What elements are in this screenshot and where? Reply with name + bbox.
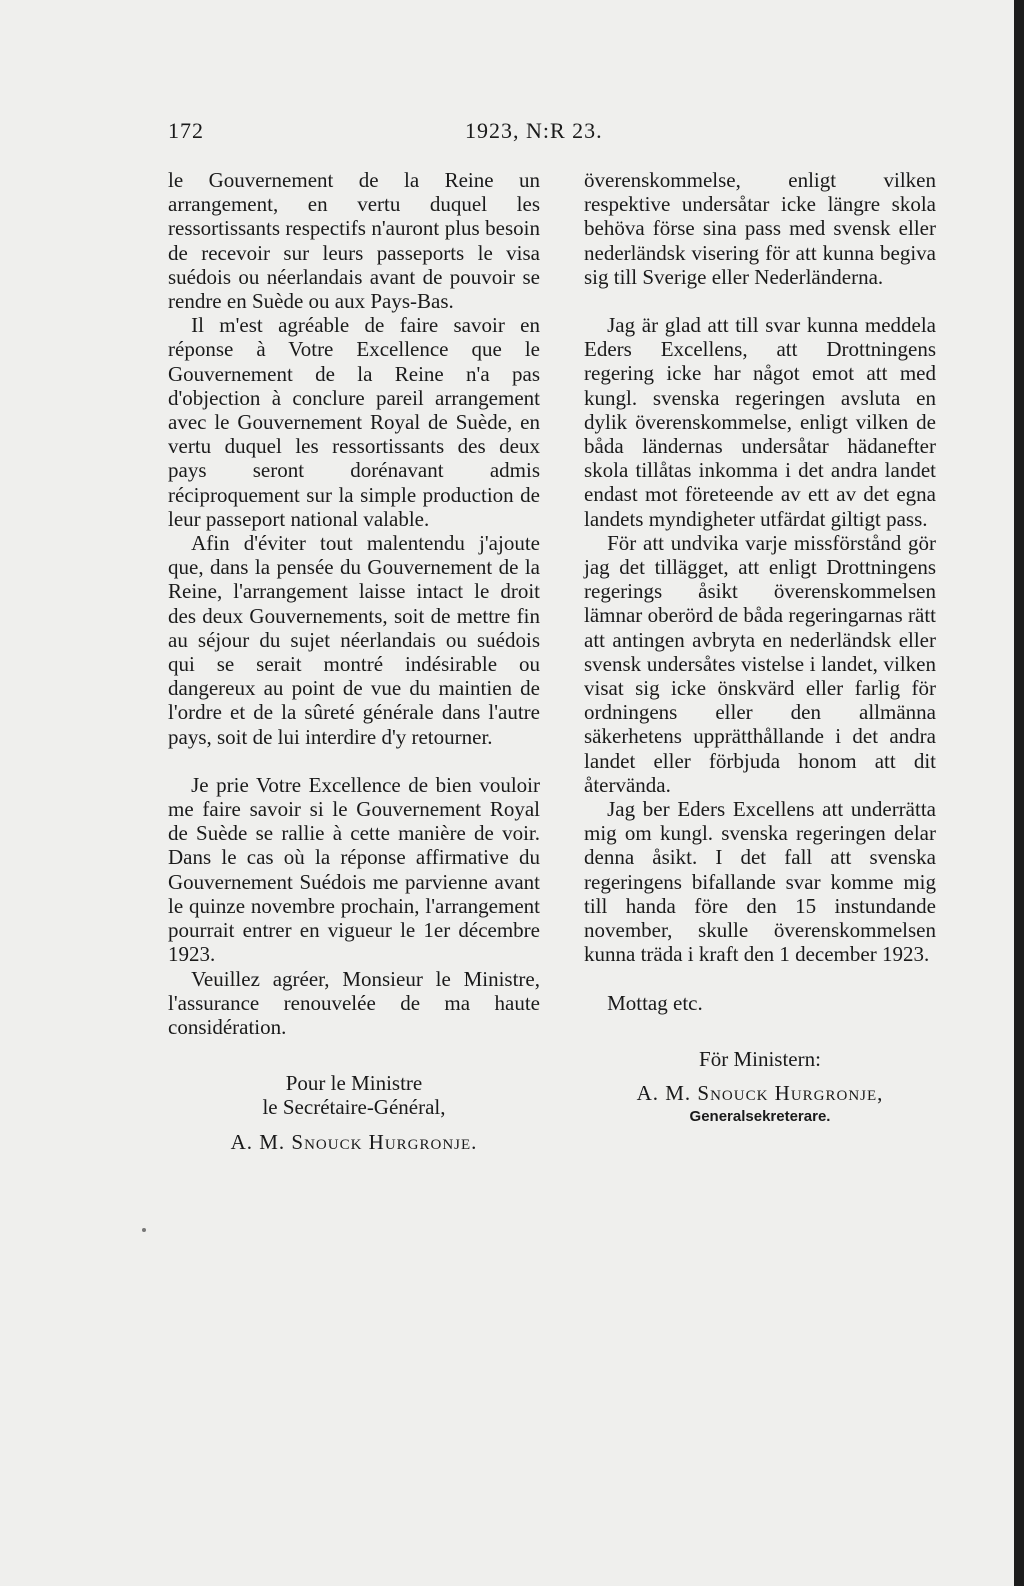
swedish-paragraph-4: Jag ber Eders Excellens att underrätta mig om kungl. svenska regeringen delar denna åsikt. I det fall att svenska regeringens bifallande svar komme mig till handa före den 15 instundande november, skulle överenskommelsen kunna träda i kraft den 1 december 1923. — [584, 797, 936, 967]
swedish-signature-line-1: För Ministern: — [699, 1046, 821, 1071]
french-paragraph-3: Afin d'éviter tout malentendu j'ajoute que, dans la pensée du Gouvernement de la Reine, l'arrangement laisse intact le droit des deux Gouvernements, soit de mettre fin au séjour du sujet néerlandais ou suédois qui se serait montré indésirable ou dangereux au point de vue du maintien de l'ordre et de la sûreté générale dans l'autre pays, soit de lui interdire d'y retourner. — [168, 531, 540, 749]
swedish-paragraph-1: överenskommelse, enligt vilken respektive undersåtar icke längre skola behöva förse sina pass med svensk eller nederländsk visering för att kunna begiva sig till Sverige eller Nederländerna. — [584, 168, 936, 289]
swedish-signature-title: Generalsekreterare. — [689, 1108, 831, 1126]
swedish-paragraph-2: Jag är glad att till svar kunna meddela Eders Excellens, att Drottningens regering icke har något emot att med kungl. svenska regeringen avsluta en dylik överenskommelse, enligt vilken de båda ländernas undersåtar hädanefter skola tillåtas inkomma i det andra landet endast mot företeende av ett av det egna landets myndigheter utfärdat giltigt pass. — [584, 313, 936, 531]
french-column — [168, 168, 540, 1154]
page-number: 172 — [168, 118, 204, 143]
swedish-signature-name: A. M. Snouck Hurgronje, — [636, 1080, 884, 1105]
french-signature-line-2: le Secrétaire-Général, — [262, 1095, 446, 1120]
running-head: 1923, N:R 23. — [465, 118, 603, 143]
swedish-paragraph-3: För att undvika varje missförstånd gör jag det tillägget, att enligt Drottningens regerings åsikt överenskommelsen lämnar oberörd de båda regeringarnas rätt att antingen avbryta en nederländsk eller svensk undersåtes vistelse i landet, vilken visat sig icke önskvärd eller farlig för ordningens eller den allmänna säkerhetens upprätthållande i det andra landet eller förbjuda honom att dit återvända. — [584, 530, 936, 797]
french-paragraph-2: Il m'est agréable de faire savoir en réponse à Votre Excellence que le Gouvernement de la Reine n'a pas d'objection à conclure pareil arrangement avec le Gouvernement Royal de Suède, en vertu duquel les ressortissants des deux pays seront dorénavant admis réciproquement sur la simple production de leur passeport national valable. — [168, 313, 540, 531]
scan-edge — [1014, 0, 1024, 1586]
french-signature-line-1: Pour le Ministre — [285, 1071, 423, 1096]
swedish-column — [584, 168, 936, 1129]
french-signature-name: A. M. Snouck Hurgronje. — [230, 1129, 478, 1154]
french-paragraph-1: le Gouvernement de la Reine un arrangement, en vertu duquel les ressortissants respectifs n'auront plus besoin de recevoir sur leurs passeports le visa suédois ou néerlandais avant de pouvoir se rendre en Suède ou aux Pays-Bas. — [168, 168, 540, 314]
swedish-paragraph-5: Mottag etc. — [607, 990, 703, 1015]
scan-speck — [142, 1228, 146, 1232]
french-paragraph-4: Je prie Votre Excellence de bien vouloir me faire savoir si le Gouvernement Royal de Suède se rallie à cette manière de voir. Dans le cas où la réponse affirmative du Gouvernement Suédois me parvienne avant le quinze novembre prochain, l'arrangement pourrait entrer en vigueur le 1er décembre 1923. — [168, 772, 540, 967]
french-paragraph-5: Veuillez agréer, Monsieur le Ministre, l'assurance renouvelée de ma haute considération. — [168, 966, 540, 1039]
